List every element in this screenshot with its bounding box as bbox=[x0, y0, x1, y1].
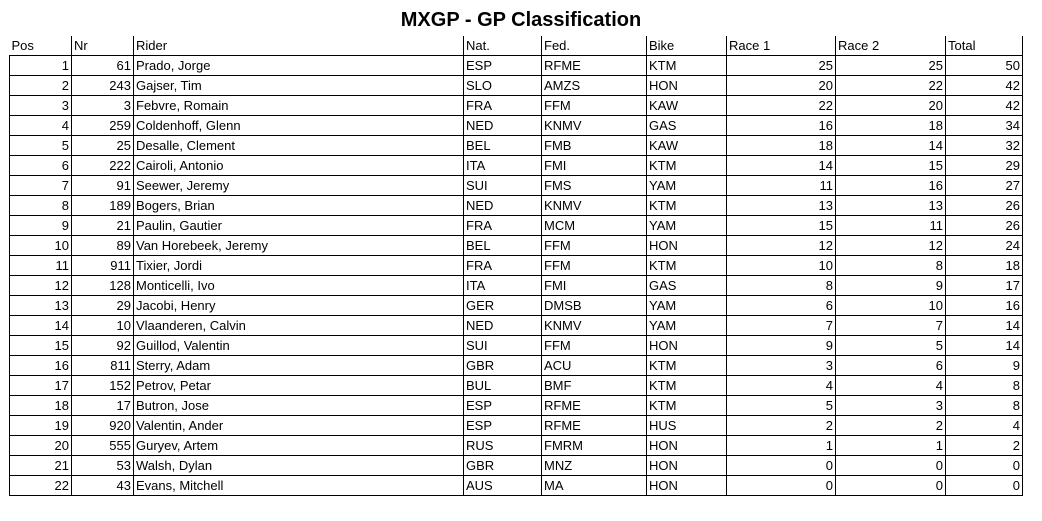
cell-race2: 3 bbox=[836, 396, 946, 416]
table-row bbox=[10, 276, 1023, 296]
cell-bike: KTM bbox=[647, 396, 727, 416]
cell-bike: GAS bbox=[647, 116, 727, 136]
cell-pos: 20 bbox=[10, 436, 72, 456]
cell-pos: 18 bbox=[10, 396, 72, 416]
cell-nr: 920 bbox=[72, 416, 134, 436]
table-row bbox=[10, 216, 1023, 236]
cell-total: 0 bbox=[946, 456, 1023, 476]
cell-pos: 6 bbox=[10, 156, 72, 176]
cell-race1: 0 bbox=[727, 476, 836, 496]
cell-rider: Cairoli, Antonio bbox=[134, 156, 464, 176]
cell-race1: 5 bbox=[727, 396, 836, 416]
table-row bbox=[10, 476, 1023, 496]
cell-nat: NED bbox=[464, 116, 542, 136]
cell-total: 9 bbox=[946, 356, 1023, 376]
cell-fed: FFM bbox=[542, 96, 647, 116]
cell-nr: 911 bbox=[72, 256, 134, 276]
cell-fed: RFME bbox=[542, 56, 647, 76]
cell-race2: 20 bbox=[836, 96, 946, 116]
cell-nat: GBR bbox=[464, 356, 542, 376]
cell-bike: HON bbox=[647, 76, 727, 96]
cell-nr: 89 bbox=[72, 236, 134, 256]
cell-race2: 4 bbox=[836, 376, 946, 396]
cell-race1: 6 bbox=[727, 296, 836, 316]
cell-nat: FRA bbox=[464, 96, 542, 116]
cell-fed: RFME bbox=[542, 416, 647, 436]
cell-total: 34 bbox=[946, 116, 1023, 136]
cell-nat: GBR bbox=[464, 456, 542, 476]
cell-bike: KTM bbox=[647, 376, 727, 396]
cell-race2: 15 bbox=[836, 156, 946, 176]
cell-nat: ESP bbox=[464, 396, 542, 416]
cell-race1: 12 bbox=[727, 236, 836, 256]
cell-bike: GAS bbox=[647, 276, 727, 296]
cell-race2: 16 bbox=[836, 176, 946, 196]
cell-rider: Coldenhoff, Glenn bbox=[134, 116, 464, 136]
cell-pos: 14 bbox=[10, 316, 72, 336]
cell-total: 24 bbox=[946, 236, 1023, 256]
cell-nr: 25 bbox=[72, 136, 134, 156]
cell-nat: RUS bbox=[464, 436, 542, 456]
cell-bike: HON bbox=[647, 436, 727, 456]
cell-race2: 10 bbox=[836, 296, 946, 316]
cell-rider: Bogers, Brian bbox=[134, 196, 464, 216]
cell-bike: YAM bbox=[647, 316, 727, 336]
cell-pos: 4 bbox=[10, 116, 72, 136]
cell-bike: HON bbox=[647, 456, 727, 476]
cell-race1: 4 bbox=[727, 376, 836, 396]
cell-nr: 21 bbox=[72, 216, 134, 236]
table-row bbox=[10, 396, 1023, 416]
cell-rider: Monticelli, Ivo bbox=[134, 276, 464, 296]
cell-rider: Evans, Mitchell bbox=[134, 476, 464, 496]
cell-race2: 0 bbox=[836, 476, 946, 496]
cell-nat: FRA bbox=[464, 256, 542, 276]
cell-total: 4 bbox=[946, 416, 1023, 436]
cell-race2: 5 bbox=[836, 336, 946, 356]
cell-bike: KAW bbox=[647, 136, 727, 156]
cell-fed: FMS bbox=[542, 176, 647, 196]
cell-total: 14 bbox=[946, 316, 1023, 336]
cell-total: 16 bbox=[946, 296, 1023, 316]
col-header-fed: Fed. bbox=[542, 36, 647, 56]
cell-rider: Petrov, Petar bbox=[134, 376, 464, 396]
cell-bike: YAM bbox=[647, 296, 727, 316]
cell-nr: 29 bbox=[72, 296, 134, 316]
cell-pos: 5 bbox=[10, 136, 72, 156]
cell-pos: 9 bbox=[10, 216, 72, 236]
cell-total: 27 bbox=[946, 176, 1023, 196]
table-row bbox=[10, 236, 1023, 256]
cell-race1: 16 bbox=[727, 116, 836, 136]
table-row bbox=[10, 416, 1023, 436]
cell-bike: KTM bbox=[647, 196, 727, 216]
cell-bike: HON bbox=[647, 336, 727, 356]
col-header-total: Total bbox=[946, 36, 1023, 56]
cell-race1: 25 bbox=[727, 56, 836, 76]
cell-pos: 3 bbox=[10, 96, 72, 116]
cell-pos: 2 bbox=[10, 76, 72, 96]
cell-race2: 1 bbox=[836, 436, 946, 456]
table-body bbox=[10, 56, 1023, 496]
cell-pos: 1 bbox=[10, 56, 72, 76]
cell-total: 14 bbox=[946, 336, 1023, 356]
cell-pos: 15 bbox=[10, 336, 72, 356]
cell-total: 0 bbox=[946, 476, 1023, 496]
cell-nr: 222 bbox=[72, 156, 134, 176]
cell-fed: FFM bbox=[542, 256, 647, 276]
cell-pos: 21 bbox=[10, 456, 72, 476]
cell-race2: 8 bbox=[836, 256, 946, 276]
table-row bbox=[10, 56, 1023, 76]
cell-bike: HUS bbox=[647, 416, 727, 436]
cell-bike: HON bbox=[647, 476, 727, 496]
cell-race1: 13 bbox=[727, 196, 836, 216]
table-row bbox=[10, 96, 1023, 116]
cell-race2: 22 bbox=[836, 76, 946, 96]
cell-nr: 152 bbox=[72, 376, 134, 396]
cell-rider: Desalle, Clement bbox=[134, 136, 464, 156]
table-row bbox=[10, 136, 1023, 156]
classification-table bbox=[9, 36, 1023, 496]
cell-bike: KAW bbox=[647, 96, 727, 116]
cell-bike: YAM bbox=[647, 216, 727, 236]
cell-rider: Vlaanderen, Calvin bbox=[134, 316, 464, 336]
table-row bbox=[10, 116, 1023, 136]
cell-fed: KNMV bbox=[542, 316, 647, 336]
cell-pos: 19 bbox=[10, 416, 72, 436]
table-row bbox=[10, 436, 1023, 456]
cell-nr: 259 bbox=[72, 116, 134, 136]
cell-pos: 17 bbox=[10, 376, 72, 396]
cell-race1: 0 bbox=[727, 456, 836, 476]
cell-race2: 13 bbox=[836, 196, 946, 216]
cell-rider: Seewer, Jeremy bbox=[134, 176, 464, 196]
cell-race2: 0 bbox=[836, 456, 946, 476]
cell-fed: MA bbox=[542, 476, 647, 496]
cell-rider: Paulin, Gautier bbox=[134, 216, 464, 236]
cell-race1: 2 bbox=[727, 416, 836, 436]
cell-fed: FMRM bbox=[542, 436, 647, 456]
cell-total: 42 bbox=[946, 76, 1023, 96]
cell-nat: NED bbox=[464, 316, 542, 336]
cell-fed: FMB bbox=[542, 136, 647, 156]
cell-race2: 12 bbox=[836, 236, 946, 256]
cell-total: 8 bbox=[946, 376, 1023, 396]
cell-rider: Butron, Jose bbox=[134, 396, 464, 416]
cell-rider: Prado, Jorge bbox=[134, 56, 464, 76]
cell-total: 29 bbox=[946, 156, 1023, 176]
cell-race2: 14 bbox=[836, 136, 946, 156]
cell-nr: 91 bbox=[72, 176, 134, 196]
cell-nat: NED bbox=[464, 196, 542, 216]
cell-nat: SUI bbox=[464, 336, 542, 356]
table-row bbox=[10, 156, 1023, 176]
cell-nat: GER bbox=[464, 296, 542, 316]
cell-fed: FFM bbox=[542, 236, 647, 256]
cell-bike: KTM bbox=[647, 156, 727, 176]
col-header-rider: Rider bbox=[134, 36, 464, 56]
table-row bbox=[10, 356, 1023, 376]
cell-race1: 1 bbox=[727, 436, 836, 456]
col-header-nr: Nr bbox=[72, 36, 134, 56]
table-row bbox=[10, 456, 1023, 476]
cell-nat: BEL bbox=[464, 136, 542, 156]
cell-total: 42 bbox=[946, 96, 1023, 116]
cell-pos: 8 bbox=[10, 196, 72, 216]
cell-race2: 18 bbox=[836, 116, 946, 136]
cell-rider: Jacobi, Henry bbox=[134, 296, 464, 316]
cell-race1: 15 bbox=[727, 216, 836, 236]
cell-nr: 811 bbox=[72, 356, 134, 376]
cell-total: 26 bbox=[946, 196, 1023, 216]
cell-rider: Van Horebeek, Jeremy bbox=[134, 236, 464, 256]
cell-fed: MNZ bbox=[542, 456, 647, 476]
cell-rider: Guillod, Valentin bbox=[134, 336, 464, 356]
cell-nr: 3 bbox=[72, 96, 134, 116]
cell-pos: 11 bbox=[10, 256, 72, 276]
cell-race1: 11 bbox=[727, 176, 836, 196]
cell-nat: SLO bbox=[464, 76, 542, 96]
cell-race2: 9 bbox=[836, 276, 946, 296]
cell-fed: DMSB bbox=[542, 296, 647, 316]
cell-nr: 53 bbox=[72, 456, 134, 476]
cell-race1: 14 bbox=[727, 156, 836, 176]
cell-fed: MCM bbox=[542, 216, 647, 236]
cell-pos: 22 bbox=[10, 476, 72, 496]
col-header-race2: Race 2 bbox=[836, 36, 946, 56]
cell-nat: AUS bbox=[464, 476, 542, 496]
cell-nat: SUI bbox=[464, 176, 542, 196]
cell-total: 50 bbox=[946, 56, 1023, 76]
header-row bbox=[10, 36, 1023, 56]
table-row bbox=[10, 256, 1023, 276]
cell-race2: 2 bbox=[836, 416, 946, 436]
col-header-pos: Pos bbox=[10, 36, 72, 56]
col-header-race1: Race 1 bbox=[727, 36, 836, 56]
table-row bbox=[10, 376, 1023, 396]
cell-race1: 3 bbox=[727, 356, 836, 376]
cell-nat: FRA bbox=[464, 216, 542, 236]
table-row bbox=[10, 196, 1023, 216]
cell-pos: 16 bbox=[10, 356, 72, 376]
cell-fed: FMI bbox=[542, 156, 647, 176]
cell-fed: KNMV bbox=[542, 196, 647, 216]
cell-bike: KTM bbox=[647, 256, 727, 276]
cell-rider: Valentin, Ander bbox=[134, 416, 464, 436]
cell-fed: FMI bbox=[542, 276, 647, 296]
cell-nr: 92 bbox=[72, 336, 134, 356]
cell-nr: 43 bbox=[72, 476, 134, 496]
cell-total: 26 bbox=[946, 216, 1023, 236]
table-row bbox=[10, 316, 1023, 336]
cell-nat: BEL bbox=[464, 236, 542, 256]
table-row bbox=[10, 176, 1023, 196]
cell-pos: 10 bbox=[10, 236, 72, 256]
cell-nat: ESP bbox=[464, 416, 542, 436]
cell-bike: HON bbox=[647, 236, 727, 256]
cell-nr: 555 bbox=[72, 436, 134, 456]
table-row bbox=[10, 296, 1023, 316]
cell-race1: 18 bbox=[727, 136, 836, 156]
cell-race1: 10 bbox=[727, 256, 836, 276]
cell-race2: 6 bbox=[836, 356, 946, 376]
cell-rider: Gajser, Tim bbox=[134, 76, 464, 96]
cell-rider: Walsh, Dylan bbox=[134, 456, 464, 476]
cell-nat: ITA bbox=[464, 156, 542, 176]
cell-race1: 22 bbox=[727, 96, 836, 116]
cell-bike: KTM bbox=[647, 356, 727, 376]
cell-pos: 12 bbox=[10, 276, 72, 296]
col-header-nat: Nat. bbox=[464, 36, 542, 56]
cell-fed: KNMV bbox=[542, 116, 647, 136]
cell-total: 32 bbox=[946, 136, 1023, 156]
cell-fed: AMZS bbox=[542, 76, 647, 96]
cell-nat: ITA bbox=[464, 276, 542, 296]
cell-nr: 17 bbox=[72, 396, 134, 416]
cell-bike: KTM bbox=[647, 56, 727, 76]
cell-nr: 61 bbox=[72, 56, 134, 76]
cell-rider: Guryev, Artem bbox=[134, 436, 464, 456]
cell-rider: Sterry, Adam bbox=[134, 356, 464, 376]
cell-total: 2 bbox=[946, 436, 1023, 456]
col-header-bike: Bike bbox=[647, 36, 727, 56]
cell-fed: RFME bbox=[542, 396, 647, 416]
cell-race2: 11 bbox=[836, 216, 946, 236]
cell-nr: 243 bbox=[72, 76, 134, 96]
page-title: MXGP - GP Classification bbox=[400, 9, 642, 31]
cell-total: 18 bbox=[946, 256, 1023, 276]
cell-fed: ACU bbox=[542, 356, 647, 376]
cell-race2: 25 bbox=[836, 56, 946, 76]
cell-nr: 189 bbox=[72, 196, 134, 216]
cell-race2: 7 bbox=[836, 316, 946, 336]
cell-race1: 9 bbox=[727, 336, 836, 356]
cell-race1: 8 bbox=[727, 276, 836, 296]
cell-race1: 20 bbox=[727, 76, 836, 96]
cell-rider: Febvre, Romain bbox=[134, 96, 464, 116]
cell-nr: 10 bbox=[72, 316, 134, 336]
cell-fed: FFM bbox=[542, 336, 647, 356]
cell-pos: 7 bbox=[10, 176, 72, 196]
cell-nat: BUL bbox=[464, 376, 542, 396]
table-row bbox=[10, 76, 1023, 96]
cell-fed: BMF bbox=[542, 376, 647, 396]
cell-total: 17 bbox=[946, 276, 1023, 296]
cell-pos: 13 bbox=[10, 296, 72, 316]
cell-bike: YAM bbox=[647, 176, 727, 196]
cell-total: 8 bbox=[946, 396, 1023, 416]
cell-nat: ESP bbox=[464, 56, 542, 76]
cell-nr: 128 bbox=[72, 276, 134, 296]
cell-race1: 7 bbox=[727, 316, 836, 336]
table-row bbox=[10, 336, 1023, 356]
cell-rider: Tixier, Jordi bbox=[134, 256, 464, 276]
